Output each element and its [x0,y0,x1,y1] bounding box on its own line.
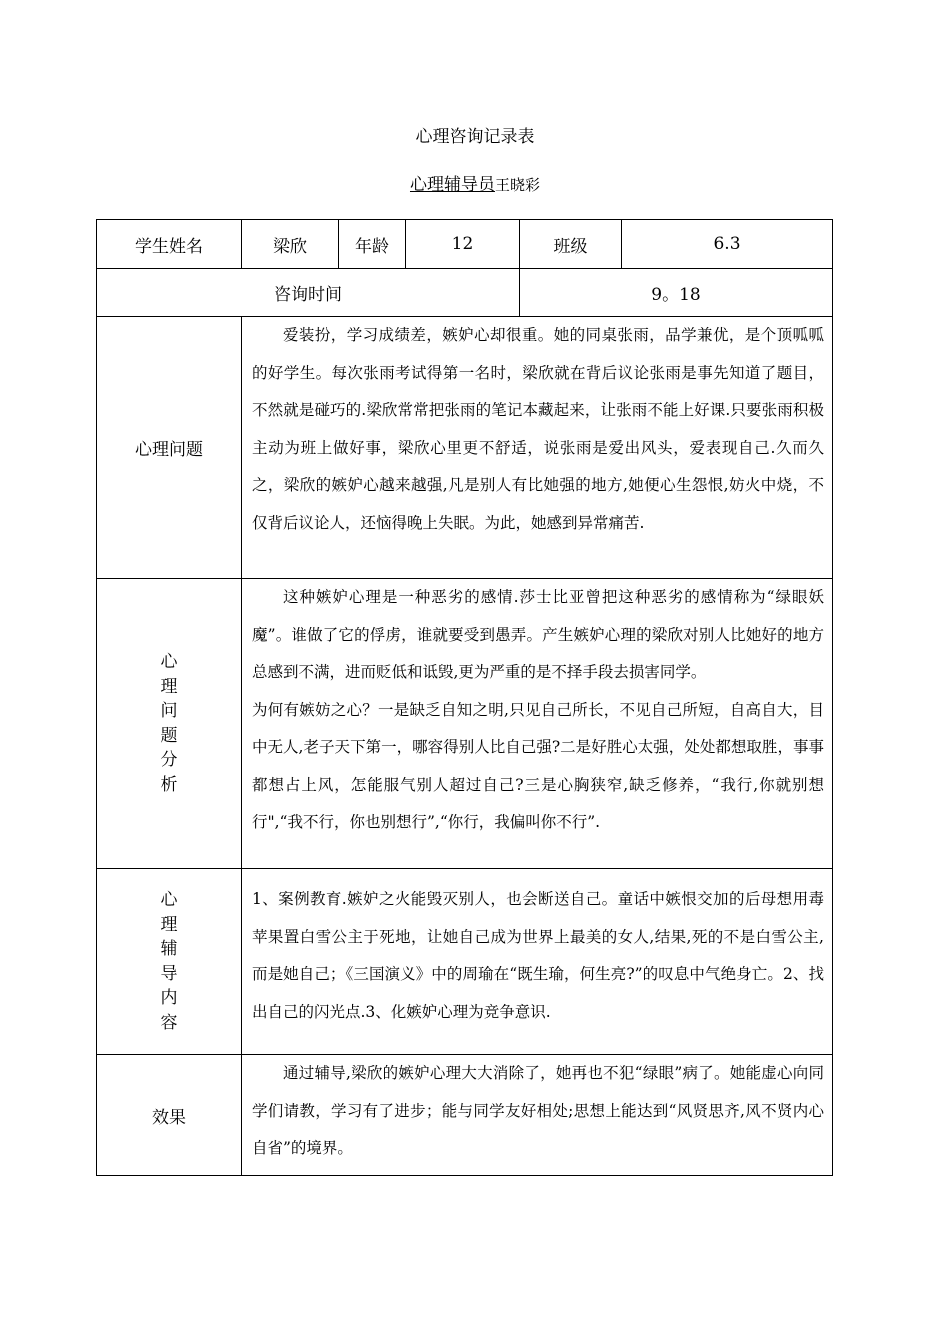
counselor-name: 王晓彩 [494,176,540,194]
analysis-label [97,579,242,869]
analysis-label-char: 问 [160,701,178,721]
effect-text: 通过辅导,梁欣的嫉妒心理大大消除了，她再也不犯“绿眼”病了。她能虚心向同学们请教，学习有了进步；能与同学友好相处;思想上能达到“风贤思齐,风不贤内心自省”的境界。 [252,1064,824,1157]
guidance-label-char: 理 [160,914,178,935]
analysis-label-char: 心 [160,652,178,672]
analysis-paragraph-1: 这种嫉妒心理是一种恶劣的感情.莎士比亚曾把这种恶劣的感情称为“绿眼妖魔”。谁做了它的俘虏，谁就要受到愚弄。产生嫉妒心理的梁欣对别人比她好的地方总感到不满，进而贬低和诋毁,更为严重的是不择手段去损害同学。 [252,588,824,681]
problem-label: 心理问题 [97,317,242,579]
analysis-label-char: 分 [160,750,178,770]
student-name-value: 梁欣 [242,220,339,269]
guidance-content [242,869,833,1055]
guidance-label-char: 辅 [160,939,178,959]
analysis-label-char: 题 [160,725,178,746]
age-label: 年龄 [339,220,406,269]
effect-label: 效果 [97,1055,242,1176]
effect-content [242,1055,833,1176]
consult-time-label: 咨询时间 [97,269,520,317]
analysis-label-char: 析 [160,774,178,795]
counselor-line [0,173,950,197]
guidance-label-char: 内 [160,988,178,1008]
student-name-label: 学生姓名 [97,220,242,269]
guidance-label-char: 容 [160,1012,178,1033]
guidance-label-char: 导 [160,963,178,984]
guidance-label [97,869,242,1055]
guidance-text: 1、案例教育.嫉妒之火能毁灭别人，也会断送自己。童话中嫉恨交加的后母想用毒苹果置白雪公主于死地，让她自己成为世界上最美的女人,结果,死的不是白雪公主,而是她自己；《三国演义》中的周瑜在“既生瑜，何生亮?”的叹息中气绝身亡。2、找出自己的闪光点.3、化嫉妒心理为竞争意识. [252,890,824,1021]
counselor-role: 心理辅导员 [409,175,495,195]
record-table [96,219,833,1176]
problem-text: 爱装扮，学习成绩差，嫉妒心却很重。她的同桌张雨，品学兼优，是个顶呱呱的好学生。每次张雨考试得第一名时，梁欣就在背后议论张雨是事先知道了题目，不然就是碰巧的.梁欣常常把张雨的笔记本藏起来，让张雨不能上好课.只要张雨积极主动为班上做好事，梁欣心里更不舒适，说张雨是爱出风头，爱表现自己.久而久之，梁欣的嫉妒心越来越强,凡是别人有比她强的地方,她便心生怨恨,妨火中烧，不仅背后议论人，还恼得晚上失眠。为此，她感到异常痛苦. [252,326,824,532]
analysis-paragraph-2: 为何有嫉妨之心？一是缺乏自知之明,只见自己所长，不见自己所短，自高自大，目中无人,老子天下第一，哪容得别人比自己强?二是好胜心太强，处处都想取胜，事事都想占上风，怎能服气别人超过自己?三是心胸狭窄,缺乏修养，“我行,你就别想行",“我不行，你也别想行”,“你行，我偏叫你不行”. [252,700,824,831]
analysis-row [97,579,833,869]
analysis-label-char: 理 [160,676,178,697]
class-label: 班级 [520,220,622,269]
consult-time-value: 9。18 [520,269,833,317]
problem-row [97,317,833,579]
info-row [97,220,833,269]
class-value: 6.3 [622,220,833,269]
age-value: 12 [406,220,520,269]
document-title: 心理咨询记录表 [415,127,535,147]
guidance-label-char: 心 [160,890,178,910]
time-row [97,269,833,317]
problem-content [242,317,833,579]
guidance-row [97,869,833,1055]
analysis-content [242,579,833,869]
effect-row [97,1055,833,1176]
